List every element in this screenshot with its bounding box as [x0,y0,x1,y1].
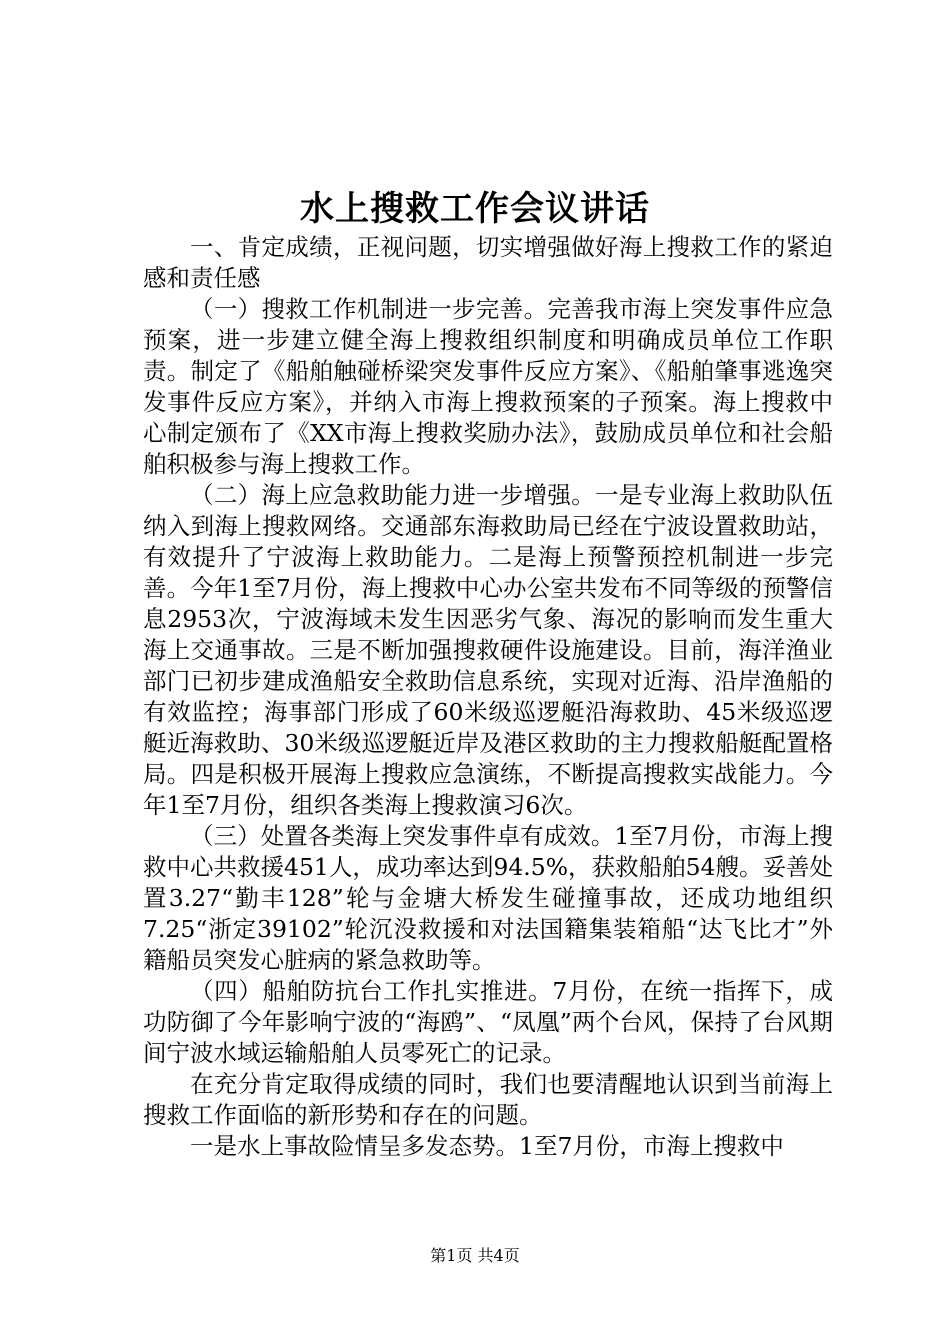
paragraph-emergencies: （三）处置各类海上突发事件卓有成效。1至7月份，市海上搜救中心共救援451人，成功率达到94.5%，获救船舶54艘。妥善处置3.27“勤丰128”轮与金塘大桥发生碰撞事故，还成功地组织7.25“浙定39102”轮沉没救援和对法国籍集装箱船“达飞比才”外籍船员突发心脏病的紧急救助等。 [143,822,833,974]
page-number: 第1页 共4页 [430,1246,520,1265]
paragraph-typhoon: （四）船舶防抗台工作扎实推进。7月份，在统一指挥下，成功防御了今年影响宁波的“海鸥”、“凤凰”两个台风，保持了台风期间宁波水域运输船舶人员零死亡的记录。 [143,977,833,1067]
paragraph-mechanism: （一）搜救工作机制进一步完善。完善我市海上突发事件应急预案，进一步建立健全海上搜救组织制度和明确成员单位工作职责。制定了《船舶触碰桥梁突发事件反应方案》、《船舶肇事逃逸突发事件反应方案》，并纳入市海上搜救预案的子预案。海上搜救中心制定颁布了《XX市海上搜救奖励办法》，鼓励成员单位和社会船舶积极参与海上搜救工作。 [143,295,833,478]
paragraph-problems-intro: 在充分肯定取得成绩的同时，我们也要清醒地认识到当前海上搜救工作面临的新形势和存在的问题。 [143,1070,833,1129]
section-heading: 一、肯定成绩，正视问题，切实增强做好海上搜救工作的紧迫感和责任感 [143,233,833,292]
paragraph-capability: （二）海上应急救助能力进一步增强。一是专业海上救助队伍纳入到海上搜救网络。交通部东海救助局已经在宁波设置救助站，有效提升了宁波海上救助能力。二是海上预警预控机制进一步完善。今年1至7月份，海上搜救中心办公室共发布不同等级的预警信息2953次，宁波海域未发生因恶劣气象、海况的影响而发生重大海上交通事故。三是不断加强搜救硬件设施建设。目前，海洋渔业部门已初步建成渔船安全救助信息系统，实现对近海、沿岸渔船的有效监控；海事部门形成了60米级巡逻艇沿海救助、45米级巡逻艇近海救助、30米级巡逻艇近岸及港区救助的主力搜救船艇配置格局。四是积极开展海上搜救应急演练，不断提高搜救实战能力。今年1至7月份，组织各类海上搜救演习6次。 [143,481,833,819]
document-body [143,232,833,1162]
document-title: 水上搜救工作会议讲话 [300,189,650,229]
paragraph-accidents: 一是水上事故险情呈多发态势。1至7月份，市海上搜救中 [190,1132,784,1160]
